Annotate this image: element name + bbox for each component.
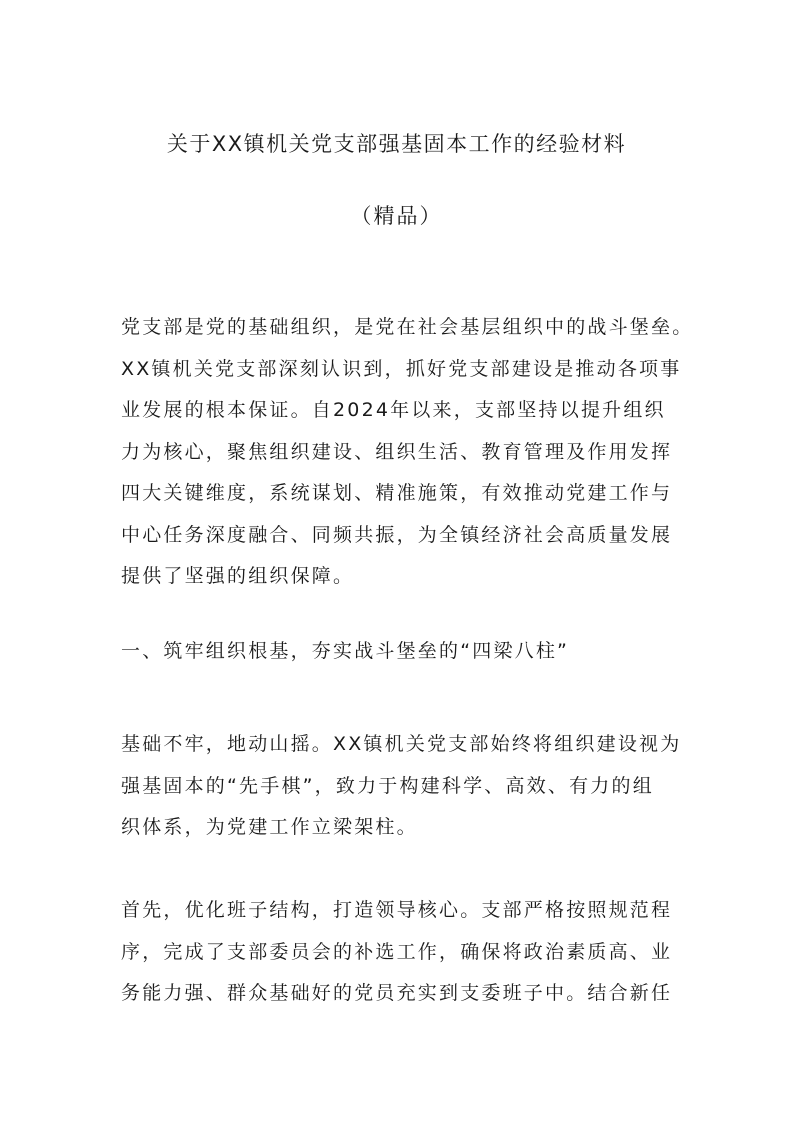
text-line: 四大关键维度，系统谋划、精准施策，有效推动党建工作与 (121, 482, 673, 504)
section-heading-1 (121, 634, 681, 668)
text-line: 力为核心，聚焦组织建设、组织生活、教育管理及作用发挥 (121, 440, 673, 463)
paragraph-intro (121, 310, 694, 601)
paragraph-leadership (121, 893, 681, 1018)
text-line: 首先，优化班子结构，打造领导核心。支部严格按照规范程 (121, 899, 673, 921)
paragraph-foundation (121, 727, 681, 852)
text-line: 强基固本的“先手棋”，致力于构建科学、高效、有力的组 (121, 774, 654, 797)
document-title: 关于XX镇机关党支部强基固本工作的经验材料 (166, 132, 627, 156)
section-heading-text: 一、筑牢组织根基，夯实战斗堡垒的“四梁八柱” (121, 640, 570, 662)
text-line: 提供了坚强的组织保障。 (121, 565, 355, 587)
text-line: 业发展的根本保证。自2024年以来，支部坚持以提升组织 (121, 399, 666, 421)
text-line: 基础不牢，地动山摇。XX镇机关党支部始终将组织建设视为 (121, 733, 682, 755)
text-line: 务能力强、群众基础好的党员充实到支委班子中。结合新任 (121, 982, 673, 1004)
document-subtitle: （精品） (350, 204, 443, 228)
text-line: 序，完成了支部委员会的补选工作，确保将政治素质高、业 (121, 940, 673, 963)
text-line: 党支部是党的基础组织，是党在社会基层组织中的战斗堡垒。 (121, 316, 694, 338)
text-line: XX镇机关党支部深刻认识到，抓好党支部建设是推动各项事 (121, 357, 682, 380)
text-line: 中心任务深度融合、同频共振，为全镇经济社会高质量发展 (121, 523, 673, 546)
text-line: 织体系，为党建工作立梁架柱。 (121, 816, 418, 838)
